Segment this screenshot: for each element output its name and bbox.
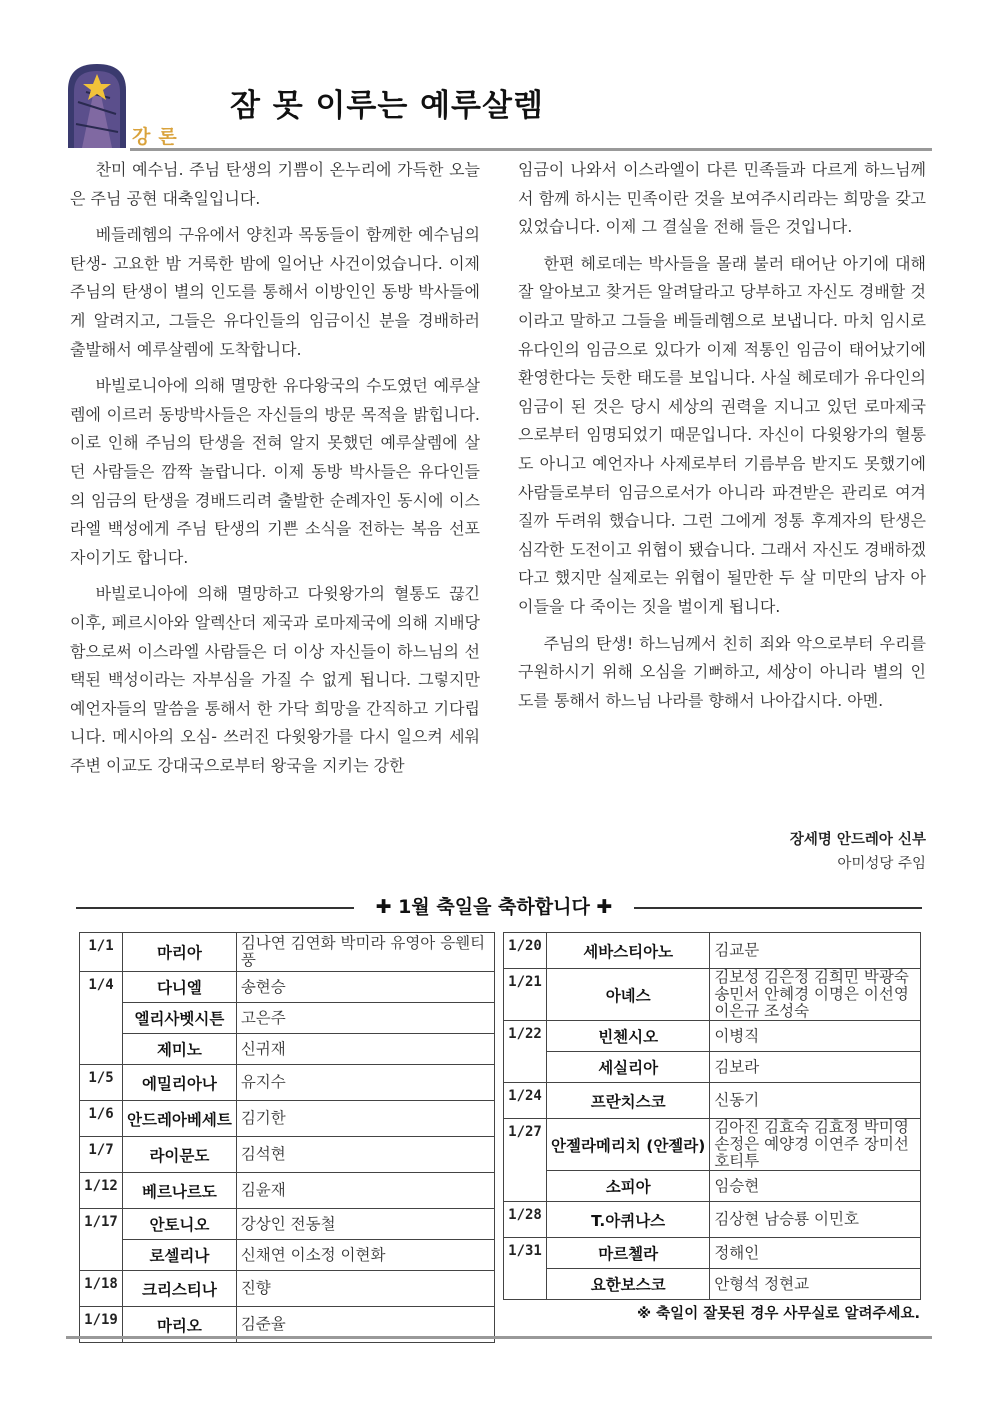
correction-note: ※ 축일이 잘못된 경우 사무실로 알려주세요. [637,1306,920,1322]
feast-row [80,933,495,972]
feast-date: 1/12 [80,1173,123,1209]
feast-date: 1/19 [80,1307,123,1343]
feast-row [80,1271,495,1307]
feast-names: 강상인 전동철 [236,1209,494,1240]
feast-row [504,1021,921,1052]
feast-row [504,1238,921,1269]
feast-saint: 엘리사벳시튼 [123,1003,237,1034]
feast-date: 1/31 [504,1238,547,1300]
feast-names: 김나연 김연화 박미라 유영아 응웬티풍 [236,933,494,972]
feast-row [80,1034,495,1065]
feast-saint: 세실리아 [547,1052,710,1083]
homily-paragraph-continued: 임금이 나와서 이스라엘이 다른 민족들과 다르게 하느님께서 함께 하시는 민족이란 것을 보여주시리라는 희망을 갖고 있었습니다. 이제 그 결실을 전해 들은 것입니다. [518,160,926,237]
feast-names: 김보라 [710,1052,921,1083]
feast-names: 고은주 [236,1003,494,1034]
feast-names: 정해인 [710,1238,921,1269]
feast-names: 진향 [236,1271,494,1307]
feast-table-left [79,932,495,1343]
feast-row [80,1240,495,1271]
top-divider [130,148,932,151]
homily-paragraph: 바빌로니아에 의해 멸망한 유다왕국의 수도였던 예루살렘에 이르러 동방박사들은 자신들의 방문 목적을 밝힙니다. 이로 인해 주님의 탄생을 전혀 알지 못했던 예루살렘에 살던 사람들은 깜짝 놀랍니다. 이제 동방 박사들은 유다인들의 임금의 탄생을 경배드리려 출발한 순례자인 동시에 이스라엘 백성에게 주님 탄생의 기쁜 소식을 전하는 복음 선포자이기도 합니다. [70,376,480,567]
homily-paragraph: 한편 헤로데는 박사들을 몰래 불러 태어난 아기에 대해 잘 알아보고 찾거든 알려달라고 당부하고 자신도 경배할 것이라고 말하고 그들을 베들레헴으로 보냅니다. 마치 임시로 유다인의 임금으로 있다가 이제 적통인 임금이 태어났기에 환영한다는 듯한 태도를 보입니다. 사실 헤로데가 유다인의 임금이 된 것은 당시 세상의 권력을 지니고 있던 로마제국으로부터 임명되었기 때문입니다. 자신이 다윗왕가의 혈통도 아니고 예언자나 사제로부터 기름부음 받지도 못했기에 사람들로부터 임금으로서가 아니라 파견받은 관리로 여겨질까 두려워 했습니다. 그런 그에게 정통 후계자의 탄생은 심각한 도전이고 위협이 됐습니다. 그래서 자신도 경배하겠다고 했지만 실제로는 위협이 될만한 두 살 미만의 남자 아이들을 다 죽이는 짓을 벌이게 됩니다. [518,253,926,616]
homily-paragraph: 베들레헴의 구유에서 양친과 목동들이 함께한 예수님의 탄생- 고요한 밤 거룩한 밤에 일어난 사건이었습니다. 이제 주님의 탄생이 별의 인도를 통해서 이방인인 동방 박사들에게 알려지고, 그들은 유다인들의 임금이신 분을 경배하러 출발해서 예루살렘에 도착합니다. [70,225,480,359]
feast-row [504,1083,921,1119]
page-title: 잠 못 이루는 예루살렘 [230,88,544,124]
feast-date: 1/21 [504,969,547,1021]
feast-banner [76,890,922,924]
feast-saint: 제미노 [123,1034,237,1065]
feast-saint: 크리스티나 [123,1271,237,1307]
feast-saint: 안토니오 [123,1209,237,1240]
homily-left-column [70,156,480,788]
section-label: 강론 [132,126,185,148]
signature-role: 아미성당 주임 [837,856,926,872]
banner-line-left [76,907,354,909]
feast-names: 신채연 이소정 이현화 [236,1240,494,1271]
feast-date: 1/7 [80,1137,123,1173]
feast-date: 1/17 [80,1209,123,1271]
feast-date: 1/24 [504,1083,547,1119]
feast-row [504,1171,921,1202]
feast-saint: 에밀리아나 [123,1065,237,1101]
feast-saint: 마리아 [123,933,237,972]
feast-names: 송현승 [236,972,494,1003]
feast-row [80,1065,495,1101]
feast-table-right [503,932,921,1300]
feast-saint: 빈첸시오 [547,1021,710,1052]
feast-names: 김준율 [236,1307,494,1343]
feast-names: 임승현 [710,1171,921,1202]
feast-names: 신동기 [710,1083,921,1119]
feast-names: 김교문 [710,933,921,969]
homily-right-column [518,156,926,723]
feast-names: 안형석 정현교 [710,1269,921,1300]
feast-row [504,933,921,969]
feast-names: 이병직 [710,1021,921,1052]
feast-date: 1/4 [80,972,123,1065]
feast-saint: 세바스티아노 [547,933,710,969]
feast-saint: 로셀리나 [123,1240,237,1271]
feast-names: 김기한 [236,1101,494,1137]
feast-date: 1/27 [504,1119,547,1202]
bottom-divider [66,1336,932,1339]
feast-row [80,1003,495,1034]
feast-saint: 요한보스코 [547,1269,710,1300]
feast-saint: T.아퀴나스 [547,1202,710,1238]
feast-row [80,1101,495,1137]
feast-row [80,1209,495,1240]
feast-row [80,1173,495,1209]
feast-row [504,969,921,1021]
feast-names: 유지수 [236,1065,494,1101]
feast-date: 1/1 [80,933,123,972]
feast-saint: 라이문도 [123,1137,237,1173]
feast-saint: 아녜스 [547,969,710,1021]
feast-saint: 안드레아베세트 [123,1101,237,1137]
feast-date: 1/6 [80,1101,123,1137]
feast-saint: 안젤라메리치 (안젤라) [547,1119,710,1171]
feast-date: 1/5 [80,1065,123,1101]
feast-saint: 마리오 [123,1307,237,1343]
feast-names: 김윤재 [236,1173,494,1209]
feast-names: 김보성 김은정 김희민 박광숙 송민서 안혜경 이명은 이선영 이은규 조성숙 [710,969,921,1021]
banner-line-right [634,907,922,909]
feast-date: 1/20 [504,933,547,969]
feast-row [80,1137,495,1173]
feast-date: 1/28 [504,1202,547,1238]
feast-names: 김상현 남승룡 이민호 [710,1202,921,1238]
feast-saint: 베르나르도 [123,1173,237,1209]
stained-glass-logo [66,62,128,148]
feast-saint: 소피아 [547,1171,710,1202]
feast-banner-title: ✚ 1월 축일을 축하합니다 ✚ [375,896,613,918]
feast-saint: 다니엘 [123,972,237,1003]
homily-paragraph: 바빌로니아에 의해 멸망하고 다윗왕가의 혈통도 끊긴 이후, 페르시아와 알렉산더 제국과 로마제국에 의해 지배당함으로써 이스라엘 사람들은 더 이상 자신들이 하느님의 선택된 백성이라는 자부심을 가질 수 없게 됩니다. 그렇지만 예언자들의 말씀을 통해서 한 가닥 희망을 간직하고 기다립니다. 메시아의 오심- 쓰러진 다윗왕가를 다시 일으켜 세워 주변 이교도 강대국으로부터 왕국을 지키는 강한 [70,584,480,775]
feast-saint: 프란치스코 [547,1083,710,1119]
signature-name: 장세명 안드레아 신부 [789,832,926,848]
feast-row [504,1052,921,1083]
feast-row [504,1202,921,1238]
feast-date: 1/18 [80,1271,123,1307]
feast-saint: 마르첼라 [547,1238,710,1269]
homily-paragraph: 주님의 탄생! 하느님께서 친히 죄와 악으로부터 우리를 구원하시기 위해 오심을 기뻐하고, 세상이 아니라 별의 인도를 통해서 하느님 나라를 향해서 나아갑시다. 아멘. [518,633,926,710]
feast-row [80,972,495,1003]
homily-paragraph: 찬미 예수님. 주님 탄생의 기쁨이 온누리에 가득한 오늘은 주님 공현 대축일입니다. [70,160,480,208]
feast-names: 김아진 김효숙 김효정 박미영 손정은 예양경 이연주 장미선 호티투 [710,1119,921,1171]
feast-row [504,1119,921,1171]
feast-date: 1/22 [504,1021,547,1083]
feast-names: 김석현 [236,1137,494,1173]
feast-names: 신귀재 [236,1034,494,1065]
feast-row [504,1269,921,1300]
